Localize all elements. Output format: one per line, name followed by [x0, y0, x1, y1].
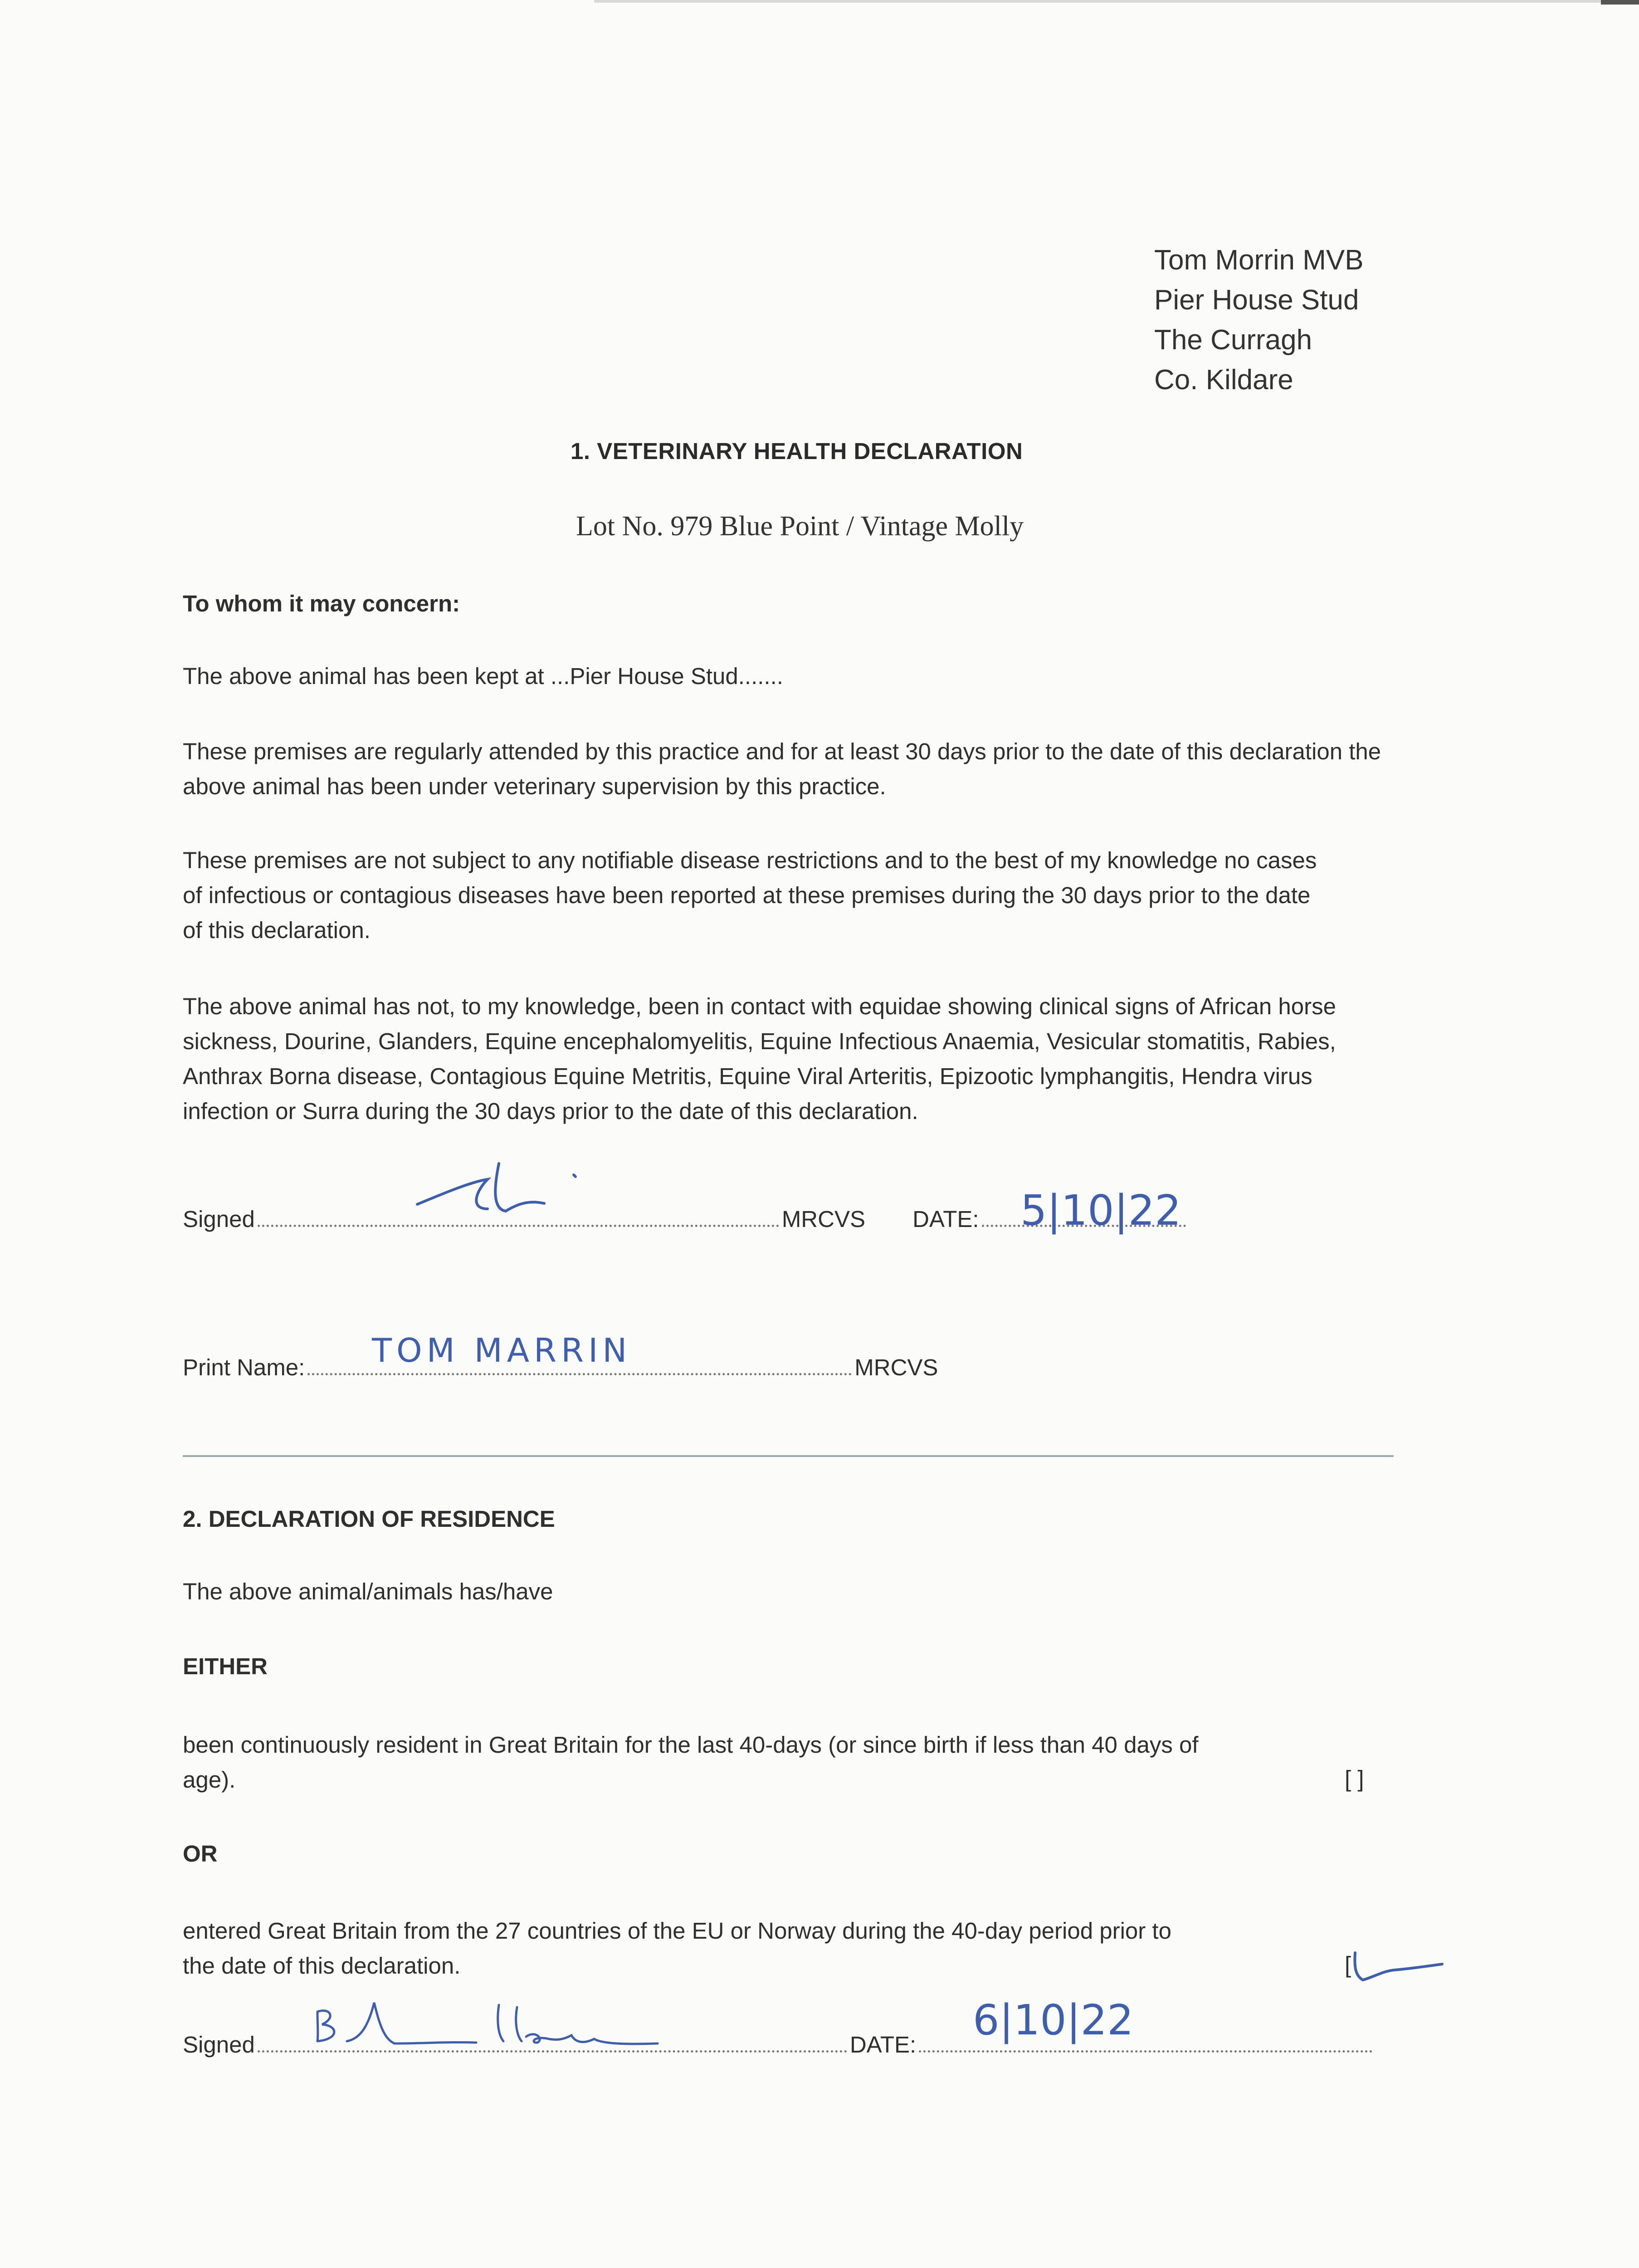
- sender-address-line4: Co. Kildare: [1154, 364, 1293, 396]
- owner-handwritten-signature: [304, 1994, 676, 2062]
- or-label: OR: [183, 1841, 218, 1867]
- owner-signed-label: Signed: [183, 2032, 255, 2058]
- sender-name: Tom Morrin MVB: [1154, 244, 1364, 276]
- print-name-field[interactable]: [307, 1373, 852, 1375]
- section1-heading: 1. VETERINARY HEALTH DECLARATION: [571, 438, 1023, 464]
- salutation: To whom it may concern:: [183, 591, 460, 616]
- supervision-paragraph: These premises are regularly attended by this practice and for at least 30 days prior to the date of this declaration the above animal has been under veterinary supervision by this practice.: [183, 738, 1381, 799]
- option2-handwritten-tick: [1351, 1944, 1451, 1994]
- residence-intro: The above animal/animals has/have: [183, 1579, 553, 1604]
- scan-edge-mark-dark: [1601, 0, 1639, 5]
- vet-mrcvs-label: MRCVS: [781, 1206, 865, 1232]
- vet-signed-label: Signed: [183, 1206, 255, 1232]
- vet-handwritten-signature: [408, 1150, 608, 1232]
- option1-text-line2: age).: [183, 1767, 236, 1793]
- handwritten-print-name: TOM MARRIN: [372, 1331, 632, 1369]
- option2-text-line1: entered Great Britain from the 27 countries of the EU or Norway during the 40-day period prior to: [183, 1918, 1171, 1944]
- owner-date-label: DATE:: [849, 2032, 917, 2058]
- option1-checkbox[interactable]: [ ]: [1345, 1766, 1364, 1792]
- vet-date-label: DATE:: [912, 1206, 979, 1232]
- section2-heading: 2. DECLARATION OF RESIDENCE: [183, 1506, 555, 1532]
- option2-checkbox[interactable]: [: [1345, 1952, 1351, 1978]
- option1-text-line1: been continuously resident in Great Britain for the last 40-days (or since birth if less than 40 days of: [183, 1732, 1199, 1758]
- kept-at-paragraph: The above animal has been kept at ...Pier House Stud.......: [183, 663, 783, 689]
- no-restrictions-paragraph: These premises are not subject to any notifiable disease restrictions and to the best of my knowledge no cases of infectious or contagious diseases have been reported at these premises during the 30 days prior to the date of this declaration.: [183, 847, 1317, 943]
- sender-address-line2: Pier House Stud: [1154, 284, 1359, 316]
- no-contact-paragraph: The above animal has not, to my knowledge, been in contact with equidae showing clinical signs of African horse sickness, Dourine, Glanders, Equine encephalomyelitis, Equine Infectious Anaemia, Vesicular stomatitis, Rabies, Anthrax Borna disease, Contagious Equine Metritis, Equine Viral Arteritis, Epizootic lymphangitis, Hendra virus infection or Surra during the 30 days prior to the date of this declaration.: [183, 993, 1336, 1124]
- lot-line: Lot No. 979 Blue Point / Vintage Molly: [576, 511, 1024, 542]
- vet-handwritten-date: 5|10|22: [1020, 1186, 1181, 1235]
- section-divider: [183, 1455, 1394, 1457]
- either-label: EITHER: [183, 1653, 268, 1679]
- owner-handwritten-date: 6|10|22: [973, 1996, 1134, 2044]
- option2-text-line2: the date of this declaration.: [183, 1953, 461, 1979]
- scan-edge-mark: [594, 0, 1619, 3]
- print-name-label: Print Name:: [183, 1354, 305, 1380]
- sender-address: [1154, 240, 1364, 400]
- print-mrcvs-label: MRCVS: [854, 1354, 938, 1380]
- sender-address-line3: The Curragh: [1154, 324, 1312, 356]
- owner-date-field[interactable]: [919, 2050, 1372, 2053]
